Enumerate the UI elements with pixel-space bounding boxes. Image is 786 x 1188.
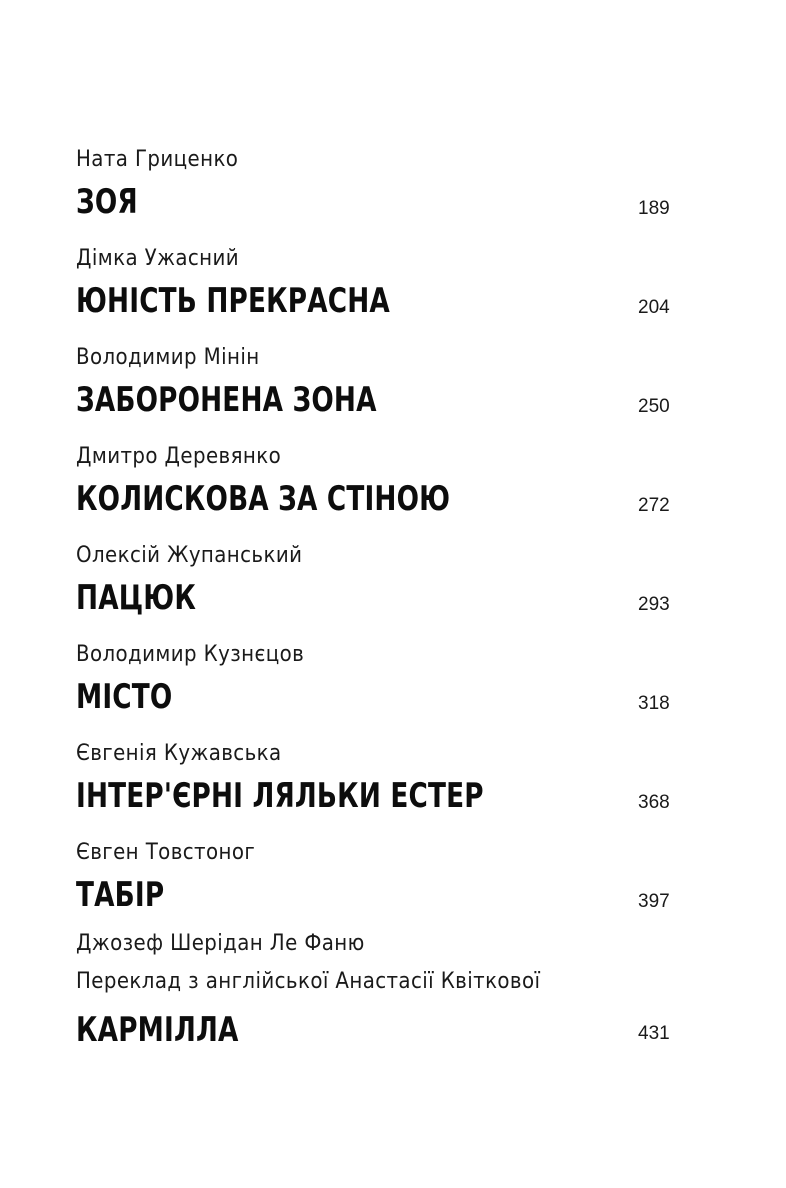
- entry-author: Ната Гриценко: [76, 147, 239, 172]
- toc-entry: [76, 641, 676, 717]
- toc-entry: [76, 245, 676, 321]
- entry-page-number: 250: [638, 396, 670, 417]
- entry-author: Дімка Ужасний: [76, 246, 240, 271]
- entry-page-number: 272: [638, 495, 670, 516]
- toc-entry: [76, 443, 676, 519]
- toc-entry: [76, 740, 676, 816]
- entry-title: ПАЦЮК: [76, 578, 197, 618]
- toc-entry: [76, 839, 676, 915]
- entry-title: ЗОЯ: [76, 182, 138, 222]
- entry-title: ТАБІР: [76, 875, 165, 915]
- entry-title: ЮНІСТЬ ПРЕКРАСНА: [76, 281, 390, 321]
- toc-entry: [76, 146, 676, 222]
- entry-author: Євгенія Кужавська: [76, 741, 282, 766]
- toc-entry: [76, 542, 676, 618]
- entry-page-number: 368: [638, 792, 670, 813]
- entry-title: ЗАБОРОНЕНА ЗОНА: [76, 380, 377, 420]
- entry-author: Олексій Жупанський: [76, 543, 303, 568]
- entry-author: Джозеф Шерідан Ле Фаню: [76, 931, 365, 956]
- entry-page-number: 431: [638, 1023, 670, 1044]
- entry-page-number: 204: [638, 297, 670, 318]
- toc-entry: [76, 344, 676, 420]
- entry-page-number: 189: [638, 198, 670, 219]
- entry-author: Володимир Мінін: [76, 345, 260, 370]
- entry-title: КАРМІЛЛА: [76, 1010, 239, 1050]
- entry-title: ІНТЕР'ЄРНІ ЛЯЛЬКИ ЕСТЕР: [76, 776, 484, 816]
- entry-title: МІСТО: [76, 677, 173, 717]
- entry-page-number: 318: [638, 693, 670, 714]
- toc-entry: [76, 930, 676, 1050]
- entry-title: КОЛИСКОВА ЗА СТІНОЮ: [76, 479, 451, 519]
- entry-page-number: 397: [638, 891, 670, 912]
- entry-page-number: 293: [638, 594, 670, 615]
- entry-translator: Переклад з англійської Анастасії Квіткової: [76, 969, 541, 994]
- entry-author: Володимир Кузнєцов: [76, 642, 305, 667]
- entry-author: Дмитро Деревянко: [76, 444, 282, 469]
- entry-author: Євген Товстоног: [76, 840, 256, 865]
